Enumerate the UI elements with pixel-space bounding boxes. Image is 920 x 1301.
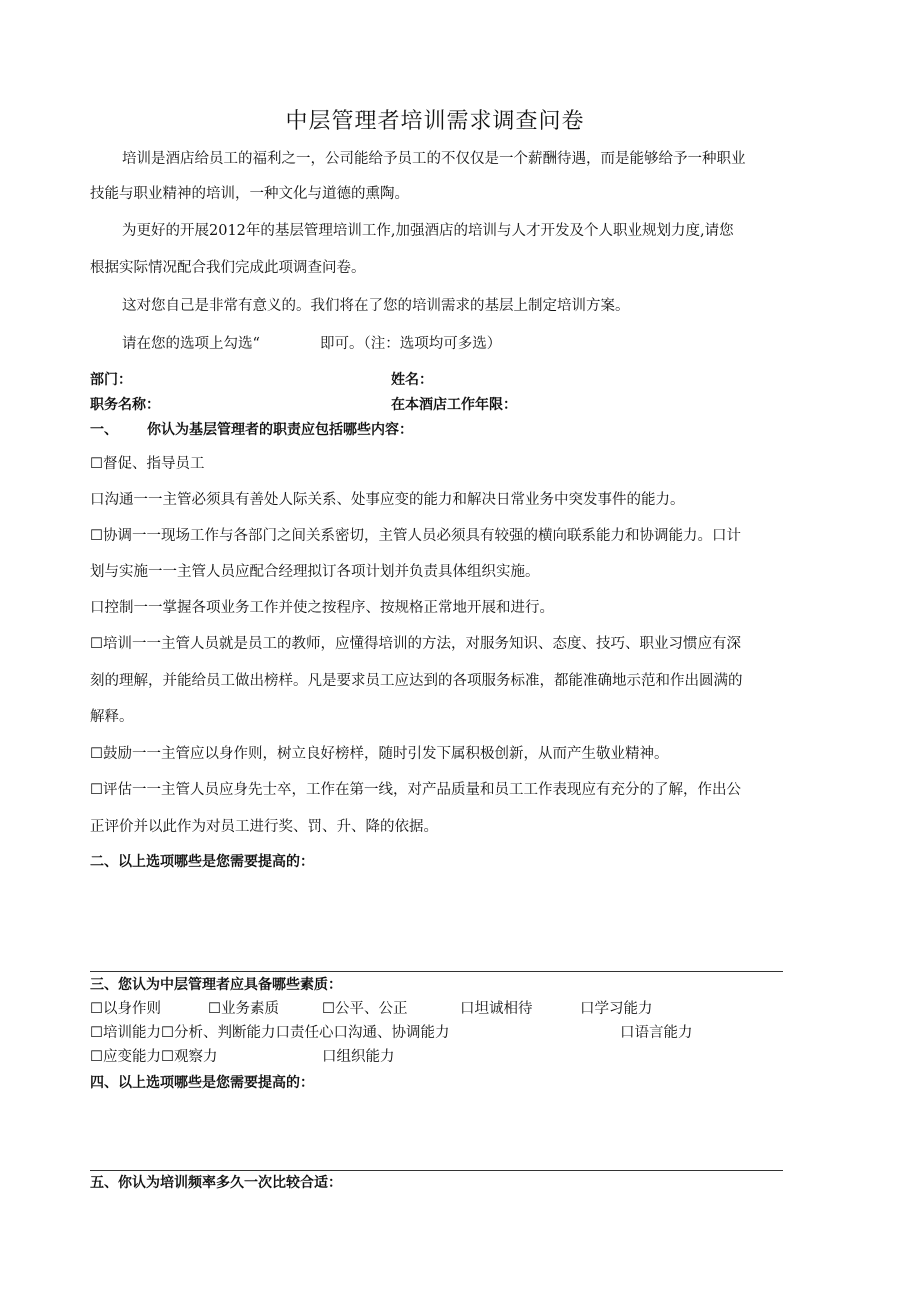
intro-p3: 这对您自己是非常有意义的。我们将在了您的培训需求的基层上制定培训方案。 bbox=[122, 298, 630, 314]
dept-label: 部门： bbox=[90, 372, 132, 388]
q3-options-row3[interactable]: ☐应变能力☐观察力 bbox=[90, 1049, 218, 1065]
q3-option-organization[interactable]: 口组织能力 bbox=[322, 1049, 395, 1065]
q1-option-line[interactable]: ☐鼓励一一主管应以身作则，树立良好榜样，随时引发下属积极创新，从而产生敬业精神。 bbox=[90, 746, 669, 762]
q3-option-self-discipline[interactable]: ☐以身作则 bbox=[90, 1001, 161, 1017]
position-label: 职务名称： bbox=[90, 397, 160, 413]
q1-question: 你认为基层管理者的职责应包括哪些内容： bbox=[147, 422, 413, 438]
q4-answer-line[interactable] bbox=[90, 1170, 783, 1171]
intro-p1-line1: 培训是酒店给员工的福利之一，公司能给予员工的不仅仅是一个薪酬待遇，而是能够给予一种职业 bbox=[122, 151, 746, 167]
q1-option-line[interactable]: 口控制一一掌握各项业务工作并使之按程序、按规格正常地开展和进行。 bbox=[90, 600, 554, 616]
q3-option-language[interactable]: 口语言能力 bbox=[620, 1025, 693, 1041]
q3-question: 三、您认为中层管理者应具备哪些素质： bbox=[90, 977, 342, 993]
intro-p2-line1: 为更好的开展2012年的基层管理培训工作,加强酒店的培训与人才开发及个人职业规划力度,请您 bbox=[122, 223, 734, 239]
intro-p2-line2: 根据实际情况配合我们完成此项调查问卷。 bbox=[90, 260, 366, 276]
intro-p4-a: 请在您的选项上勾选“ bbox=[122, 336, 260, 352]
q3-option-learning[interactable]: 口学习能力 bbox=[580, 1001, 653, 1017]
intro-p1-line2: 技能与职业精神的培训，一种文化与道德的熏陶。 bbox=[90, 186, 409, 202]
years-label: 在本酒店工作年限： bbox=[391, 397, 517, 413]
q1-option-line[interactable]: 口沟通一一主管必须具有善处人际关系、处事应变的能力和解决日常业务中突发事件的能力。 bbox=[90, 492, 685, 508]
q1-option-line: 解释。 bbox=[90, 709, 134, 725]
intro-p4-b: 即可。（注：选项均可多选） bbox=[320, 336, 502, 352]
q4-question: 四、以上选项哪些是您需要提高的： bbox=[90, 1075, 314, 1091]
q2-question: 二、以上选项哪些是您需要提高的： bbox=[90, 854, 314, 870]
q5-question: 五、你认为培训频率多久一次比较合适： bbox=[90, 1175, 342, 1191]
q3-option-fairness[interactable]: ☐公平、公正 bbox=[322, 1001, 408, 1017]
page-title: 中层管理者培训需求调查问卷 bbox=[285, 109, 585, 134]
q1-option-line: 划与实施一一主管人员应配合经理拟订各项计划并负责具体组织实施。 bbox=[90, 564, 540, 580]
name-label: 姓名： bbox=[391, 372, 433, 388]
q1-option-line[interactable]: ☐协调一一现场工作与各部门之间关系密切，主管人员必须具有较强的横向联系能力和协调能力。口计 bbox=[90, 528, 741, 544]
q1-option-line[interactable]: ☐督促、指导员工 bbox=[90, 456, 205, 472]
q1-option-line: 刻的理解，并能给员工做出榜样。凡是要求员工应达到的各项服务标准，都能准确地示范和作出圆满的 bbox=[90, 673, 743, 689]
q3-option-honesty[interactable]: 口坦诚相待 bbox=[460, 1001, 533, 1017]
q3-options-row2[interactable]: ☐培训能力☐分析、判断能力口责任心口沟通、协调能力 bbox=[90, 1025, 450, 1041]
q2-answer-line[interactable] bbox=[90, 971, 783, 972]
q1-number: 一、 bbox=[90, 422, 118, 438]
q1-option-line[interactable]: ☐评估一一主管人员应身先士卒，工作在第一线，对产品质量和员工工作表现应有充分的了解，作出公 bbox=[90, 782, 741, 798]
q1-option-line[interactable]: ☐培训一一主管人员就是员工的教师，应懂得培训的方法，对服务知识、态度、技巧、职业习惯应有深 bbox=[90, 636, 741, 652]
q3-option-business[interactable]: ☐业务素质 bbox=[208, 1001, 279, 1017]
q1-option-line: 正评价并以此作为对员工进行奖、罚、升、降的依据。 bbox=[90, 819, 438, 835]
